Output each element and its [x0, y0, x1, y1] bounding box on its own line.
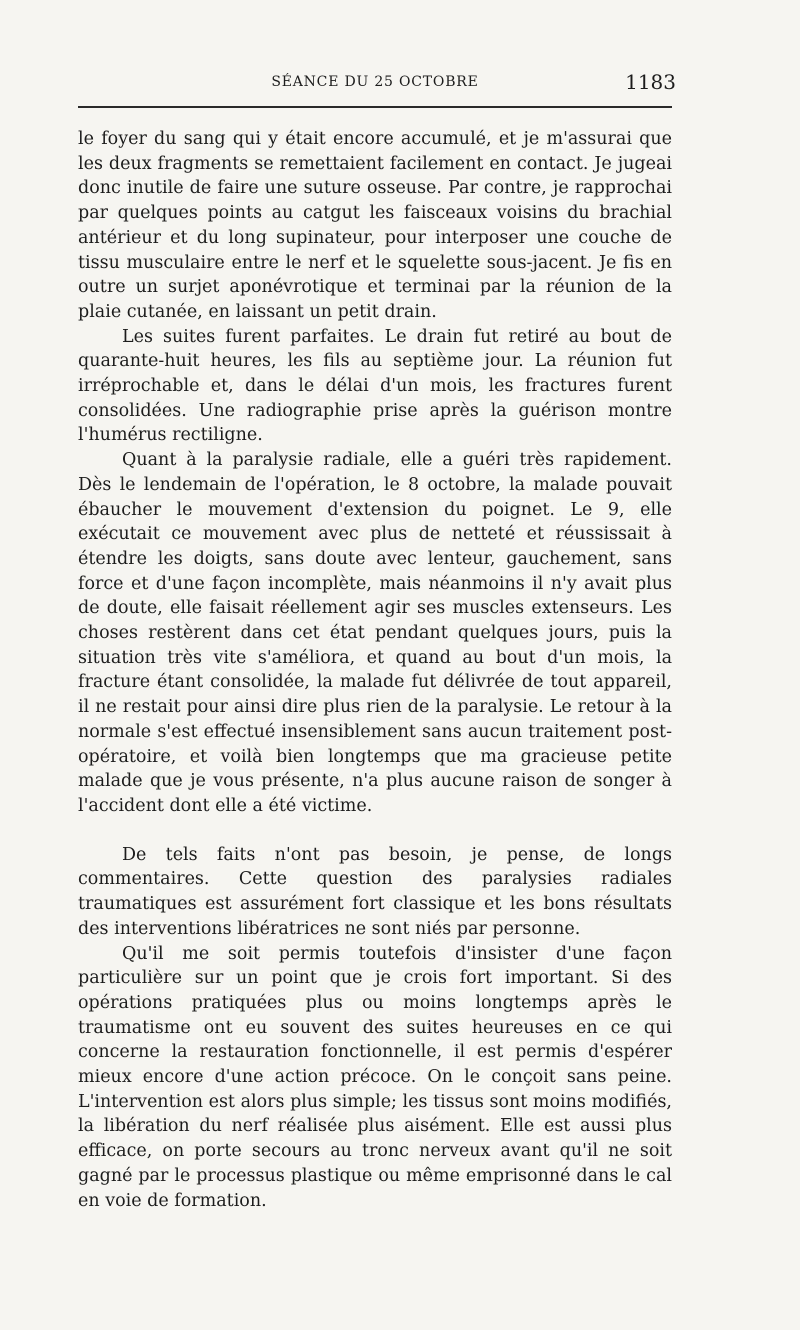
- header-rule: [78, 106, 672, 108]
- paragraph: Qu'il me soit permis toutefois d'insister d'une façon particulière sur un point que je crois fort important. Si des opérations pratiquées plus ou moins longtemps après le traumatisme ont eu souvent des suites heureuses en ce qui concerne la restauration fonctionnelle, il est permis d'espérer mieux encore d'une action précoce. On le conçoit sans peine. L'intervention est alors plus simple; les tissus sont moins modifiés, la libération du nerf réalisée plus aisément. Elle est aussi plus efficace, on porte secours au tronc nerveux avant qu'il ne soit gagné par le processus plastique ou même emprisonné dans le cal en voie de formation.: [78, 943, 672, 1211]
- paragraph: Les suites furent parfaites. Le drain fut retiré au bout de quarante-huit heures, les fils au septième jour. La réunion fut irréprochable et, dans le délai d'un mois, les fractures furent consolidées. Une radiographie prise après la guérison montre l'humérus rectiligne.: [78, 326, 672, 446]
- paragraph: De tels faits n'ont pas besoin, je pense, de longs commentaires. Cette question des paralysies radiales traumatiques est assurément fort classique et les bons résultats des interventions libératrices ne sont niés par personne.: [78, 844, 672, 939]
- page-header: [78, 68, 676, 94]
- body-text: [78, 127, 672, 1213]
- paragraph: Quant à la paralysie radiale, elle a guéri très rapidement. Dès le lendemain de l'opération, le 8 octobre, la malade pouvait ébaucher le mouvement d'extension du poignet. Le 9, elle exécutait ce mouvement avec plus de netteté et réussissait à étendre les doigts, sans doute avec lenteur, gauchement, sans force et d'une façon incomplète, mais néanmoins il n'y avait plus de doute, elle faisait réellement agir ses muscles extenseurs. Les choses restèrent dans cet état pendant quelques jours, puis la situation très vite s'améliora, et quand au bout d'un mois, la fracture étant consolidée, la malade fut délivrée de tout appareil, il ne restait pour ainsi dire plus rien de la paralysie. Le retour à la normale s'est effectué insensiblement sans aucun traitement post-opératoire, et voilà bien longtemps que ma gracieuse petite malade que je vous présente, n'a plus aucune raison de songer à l'accident dont elle a été victime.: [78, 450, 672, 816]
- running-title: SÉANCE DU 25 OCTOBRE: [271, 74, 479, 90]
- page-number: 1183: [625, 70, 676, 94]
- paragraph-continuation: le foyer du sang qui y était encore accumulé, et je m'assurai que les deux fragments se remettaient facilement en contact. Je jugeai donc inutile de faire une suture osseuse. Par contre, je rapprochai par quelques points au catgut les faisceaux voisins du brachial antérieur et du long supinateur, pour interposer une couche de tissu musculaire entre le nerf et le squelette sous-jacent. Je fis en outre un surjet aponévrotique et terminai par la réunion de la plaie cutanée, en laissant un petit drain.: [78, 129, 672, 322]
